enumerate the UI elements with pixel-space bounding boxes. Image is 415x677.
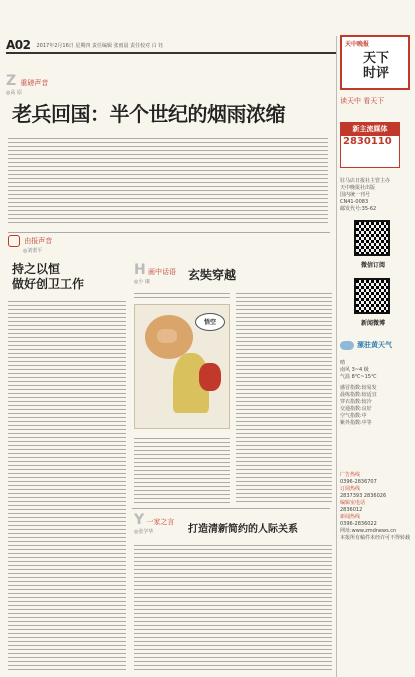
page-number: A02 [6, 38, 31, 52]
contact-line-6: 2836012 [340, 507, 363, 513]
cartoon-image [134, 304, 230, 429]
contact-line-10: 本报所有稿件未经许可不得转载 [340, 535, 411, 541]
contact-line-8: 0396-2836022 [340, 521, 377, 527]
column-left-name: 由报声音 [24, 237, 53, 245]
column-cartoon-author: ◎小 康 [134, 279, 150, 285]
publisher-info [340, 178, 410, 213]
cloud-icon [340, 341, 354, 350]
column-y-name: 一家之言 [146, 518, 175, 526]
weibo-qr-label: 新闻微博 [360, 320, 385, 327]
contact-line-9: 网址:www.zmdnews.cn [340, 528, 397, 534]
weather-line-7: 交通指数:良好 [340, 406, 372, 412]
weather-line-2: 南风 3~4 级 [340, 367, 369, 373]
publisher-hotline: 驻马店日报社主管主办 [340, 178, 391, 184]
publisher-line-1: 天中晚报社出版 [340, 185, 376, 191]
page-meta: 2017年2月16日 星期四 责任编辑 张雨晨 责任校对 白 钰 [36, 42, 164, 49]
main-article-body [8, 135, 328, 225]
contact-line-4: 2837393 2836026 [340, 493, 387, 499]
weather-line-1: 晴 [340, 360, 346, 366]
media-box [340, 122, 400, 168]
contact-info [340, 472, 410, 542]
bottom-article-body [134, 542, 332, 670]
contact-line-3: 订阅热线 [340, 486, 361, 492]
bottom-headline: 打造清新简约的人际关系 [188, 524, 298, 535]
section-rule [8, 232, 330, 233]
weibo-qr-code[interactable] [354, 278, 390, 314]
publisher-line-3: CN41-0083 [340, 199, 369, 205]
column-z-author: ◎高 原 [6, 90, 22, 96]
contact-line-2: 0396-2836707 [340, 479, 377, 485]
cartoon-title: 玄奘穿越 [188, 268, 237, 282]
brand-small: 天中晚报 [345, 41, 370, 48]
cartoon-side-body [236, 290, 332, 505]
publisher-line-4: 邮发代号:35-62 [340, 206, 377, 212]
column-z-mark: Z [6, 73, 17, 89]
weather-line-6: 穿衣指数:较冷 [340, 399, 372, 405]
weather-title: 漯驻黄天气 [340, 340, 410, 350]
cartoon-red-figure [199, 363, 221, 391]
column-left-author: ◎刘蕾平 [23, 248, 43, 254]
bottom-rule [132, 508, 330, 509]
column-z-tag [6, 73, 66, 96]
wechat-qr-label: 微信订阅 [360, 262, 385, 269]
column-left-tag [8, 235, 52, 254]
column-y-mark: Y [134, 512, 145, 528]
sidebar-divider [336, 36, 337, 677]
page-header [6, 38, 336, 54]
media-box-number: 2830110 [343, 136, 392, 147]
column-y-author: ◎张学华 [134, 529, 154, 535]
weather-line-4: 感冒指数:较易发 [340, 385, 377, 391]
weather-box [340, 340, 410, 426]
weather-line-3: 气温 8℃~15℃ [340, 374, 377, 380]
column-cartoon-name: 画中话语 [147, 268, 176, 276]
column-left-icon [8, 235, 20, 247]
brand-big: 天下 时评 [362, 51, 389, 81]
left-article-body [8, 298, 126, 670]
media-box-title: 新主流媒体 [341, 123, 399, 136]
right-rail [340, 92, 410, 677]
column-y-tag [134, 512, 174, 535]
contact-line-7: 新闻热线 [340, 514, 361, 520]
wechat-qr-code[interactable] [354, 220, 390, 256]
weather-line-8: 空气指数:中 [340, 413, 367, 419]
cartoon-speech-bubble: 悟空 [195, 313, 225, 331]
left-headline: 持之以恒 做好创卫工作 [12, 262, 85, 291]
contact-line-5: 编辑室电话 [340, 500, 366, 506]
weather-line-5: 晨练指数:较适宜 [340, 392, 377, 398]
cartoon-article-body [134, 290, 230, 300]
cartoon-bottom-body [134, 435, 230, 505]
weather-line-9: 紫外指数:中等 [340, 420, 372, 426]
contact-line-1: 广告热线 [340, 472, 361, 478]
column-cartoon-mark: H [134, 262, 146, 278]
main-headline: 老兵回国：半个世纪的烟雨浓缩 [12, 102, 285, 126]
reader-slogan: 读天中 看天下 [340, 97, 385, 105]
column-cartoon-tag [134, 262, 176, 285]
column-z-name: 重磅声音 [20, 79, 49, 87]
brand-logo [340, 35, 410, 90]
publisher-line-2: 国内统一刊号 [340, 192, 371, 198]
